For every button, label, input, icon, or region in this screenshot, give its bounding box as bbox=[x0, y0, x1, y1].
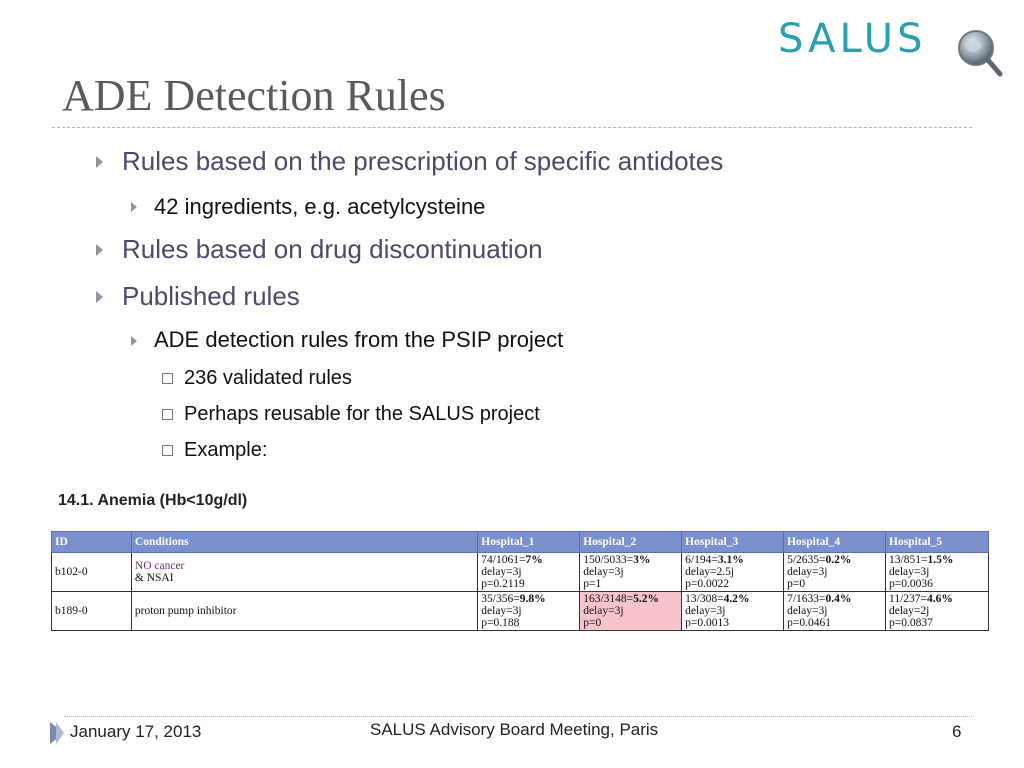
percent: 3.1% bbox=[717, 554, 744, 566]
rule-conditions bbox=[131, 592, 477, 631]
ratio: 150/5033= bbox=[583, 554, 634, 566]
bullet-arrow-icon bbox=[96, 244, 103, 256]
table-row bbox=[52, 553, 989, 592]
bullet-psip: ADE detection rules from the PSIP project bbox=[154, 327, 564, 352]
hospital-cell bbox=[478, 553, 580, 592]
bullet-example: Example: bbox=[184, 439, 268, 461]
logo-text: SALUS bbox=[778, 16, 927, 62]
p-value: p=0.2119 bbox=[481, 578, 525, 590]
hospital-cell bbox=[682, 592, 784, 631]
p-value: p=0.0036 bbox=[889, 578, 933, 590]
hospital-cell bbox=[886, 553, 989, 592]
delay: delay=3j bbox=[481, 605, 522, 617]
ratio: 13/851= bbox=[889, 554, 928, 566]
delay: delay=3j bbox=[889, 566, 930, 578]
percent: 1.5% bbox=[927, 554, 954, 566]
ratio: 35/356= bbox=[481, 593, 520, 605]
column-header: Hospital_5 bbox=[886, 532, 989, 553]
page-number: 6 bbox=[952, 722, 962, 741]
p-value: p=0 bbox=[583, 617, 602, 629]
column-header: Hospital_4 bbox=[784, 532, 886, 553]
delay: delay=3j bbox=[685, 605, 726, 617]
rule-id: b189-0 bbox=[52, 592, 132, 631]
delay: delay=3j bbox=[787, 605, 828, 617]
bullet-discontinuation: Rules based on drug discontinuation bbox=[122, 234, 543, 264]
delay: delay=2.5j bbox=[685, 566, 735, 578]
example-table bbox=[51, 531, 989, 631]
table-header-row bbox=[52, 532, 989, 553]
condition-line: NO cancer bbox=[134, 560, 185, 572]
footer-divider bbox=[64, 716, 974, 717]
example-heading: 14.1. Anemia (Hb<10g/dl) bbox=[58, 492, 248, 509]
percent: 0.2% bbox=[825, 554, 852, 566]
magnifier-globe-icon bbox=[954, 24, 1006, 84]
footer-date: January 17, 2013 bbox=[70, 722, 202, 741]
hospital-cell bbox=[580, 553, 682, 592]
column-header: Conditions bbox=[131, 532, 477, 553]
square-bullet-icon bbox=[162, 373, 173, 384]
slide-title: ADE Detection Rules bbox=[62, 71, 446, 120]
p-value: p=0.188 bbox=[481, 617, 520, 629]
bullet-reusable: Perhaps reusable for the SALUS project bbox=[184, 403, 540, 425]
percent: 5.2% bbox=[633, 593, 660, 605]
column-header: ID bbox=[52, 532, 132, 553]
table-row bbox=[52, 592, 989, 631]
bullet-arrow-icon bbox=[96, 291, 103, 303]
hospital-cell bbox=[784, 592, 886, 631]
percent: 7% bbox=[525, 554, 543, 566]
ratio: 7/1633= bbox=[787, 593, 826, 605]
p-value: p=0.0022 bbox=[685, 578, 730, 590]
p-value: p=0.0013 bbox=[685, 617, 730, 629]
column-header: Hospital_3 bbox=[682, 532, 784, 553]
title-divider bbox=[52, 127, 972, 128]
footer-triangle-accent-icon bbox=[56, 722, 64, 744]
bullet-arrow-icon bbox=[131, 202, 137, 212]
hospital-cell bbox=[886, 592, 989, 631]
delay: delay=3j bbox=[583, 566, 624, 578]
bullet-antidotes: Rules based on the prescription of specific antidotes bbox=[122, 146, 724, 176]
square-bullet-icon bbox=[162, 445, 173, 456]
condition-line: & NSAI bbox=[134, 572, 174, 584]
percent: 9.8% bbox=[519, 593, 546, 605]
percent: 4.6% bbox=[927, 593, 953, 605]
column-header: Hospital_1 bbox=[478, 532, 580, 553]
square-bullet-icon bbox=[162, 409, 173, 420]
hospital-cell bbox=[682, 553, 784, 592]
percent: 0.4% bbox=[825, 593, 852, 605]
bullet-validated: 236 validated rules bbox=[184, 367, 352, 389]
bullet-arrow-icon bbox=[96, 156, 103, 168]
ratio: 163/3148= bbox=[583, 593, 634, 605]
hospital-cell bbox=[478, 592, 580, 631]
footer-event: SALUS Advisory Board Meeting, Paris bbox=[370, 720, 659, 739]
bullet-ingredients: 42 ingredients, e.g. acetylcysteine bbox=[154, 194, 486, 219]
rule-id: b102-0 bbox=[52, 553, 132, 592]
delay: delay=2j bbox=[889, 605, 930, 617]
ratio: 13/308= bbox=[685, 593, 724, 605]
column-header: Hospital_2 bbox=[580, 532, 682, 553]
delay: delay=3j bbox=[481, 566, 522, 578]
hospital-cell-highlighted bbox=[580, 592, 682, 631]
percent: 3% bbox=[633, 554, 651, 566]
p-value: p=0.0461 bbox=[787, 617, 831, 629]
rule-conditions bbox=[131, 553, 477, 592]
ratio: 6/194= bbox=[685, 554, 718, 566]
condition-line: proton pump inhibitor bbox=[134, 605, 237, 617]
salus-logo bbox=[778, 12, 1008, 78]
p-value: p=0.0837 bbox=[889, 617, 933, 629]
ratio: 74/1061= bbox=[481, 554, 526, 566]
bullet-published: Published rules bbox=[122, 281, 300, 311]
p-value: p=1 bbox=[583, 578, 602, 590]
bullet-arrow-icon bbox=[131, 336, 137, 346]
percent: 4.2% bbox=[723, 593, 750, 605]
hospital-cell bbox=[784, 553, 886, 592]
ratio: 5/2635= bbox=[787, 554, 826, 566]
ratio: 11/237= bbox=[889, 593, 928, 605]
p-value: p=0 bbox=[787, 578, 806, 590]
delay: delay=3j bbox=[583, 605, 624, 617]
delay: delay=3j bbox=[787, 566, 828, 578]
